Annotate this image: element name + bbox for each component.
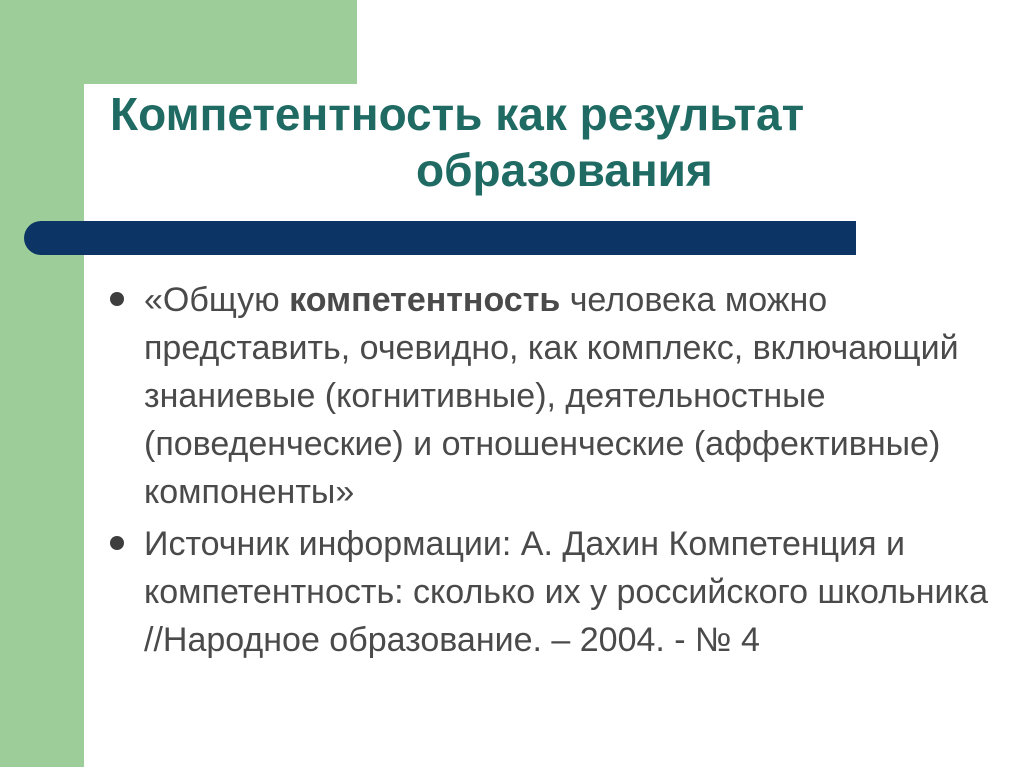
definition-text-end: человека можно представить, очевидно, как комплекс, включающий знаниевые (когнитивные), деятельностные (поведенческие) и отношенческие (аффективные) компоненты» <box>144 281 959 511</box>
bullet-item-definition <box>104 276 994 516</box>
bullet-icon <box>110 292 124 306</box>
slide-title-line-1: Компетентность как результат <box>110 88 805 140</box>
definition-text-start: «Общую <box>144 281 290 319</box>
source-text: Источник информации: А. Дахин Компетенция и компетентность: сколько их у российского школьника //Народное образование. – 2004. - № 4 <box>144 525 989 659</box>
bullet-list <box>104 276 994 668</box>
decorative-green-strip <box>0 0 84 767</box>
title-divider-bar <box>24 221 856 255</box>
bullet-icon <box>110 536 124 550</box>
definition-text-emphasis: компетентность <box>289 281 561 319</box>
slide-title <box>110 86 990 198</box>
bullet-item-source <box>104 520 994 664</box>
slide-title-line-2: образования <box>416 144 713 196</box>
